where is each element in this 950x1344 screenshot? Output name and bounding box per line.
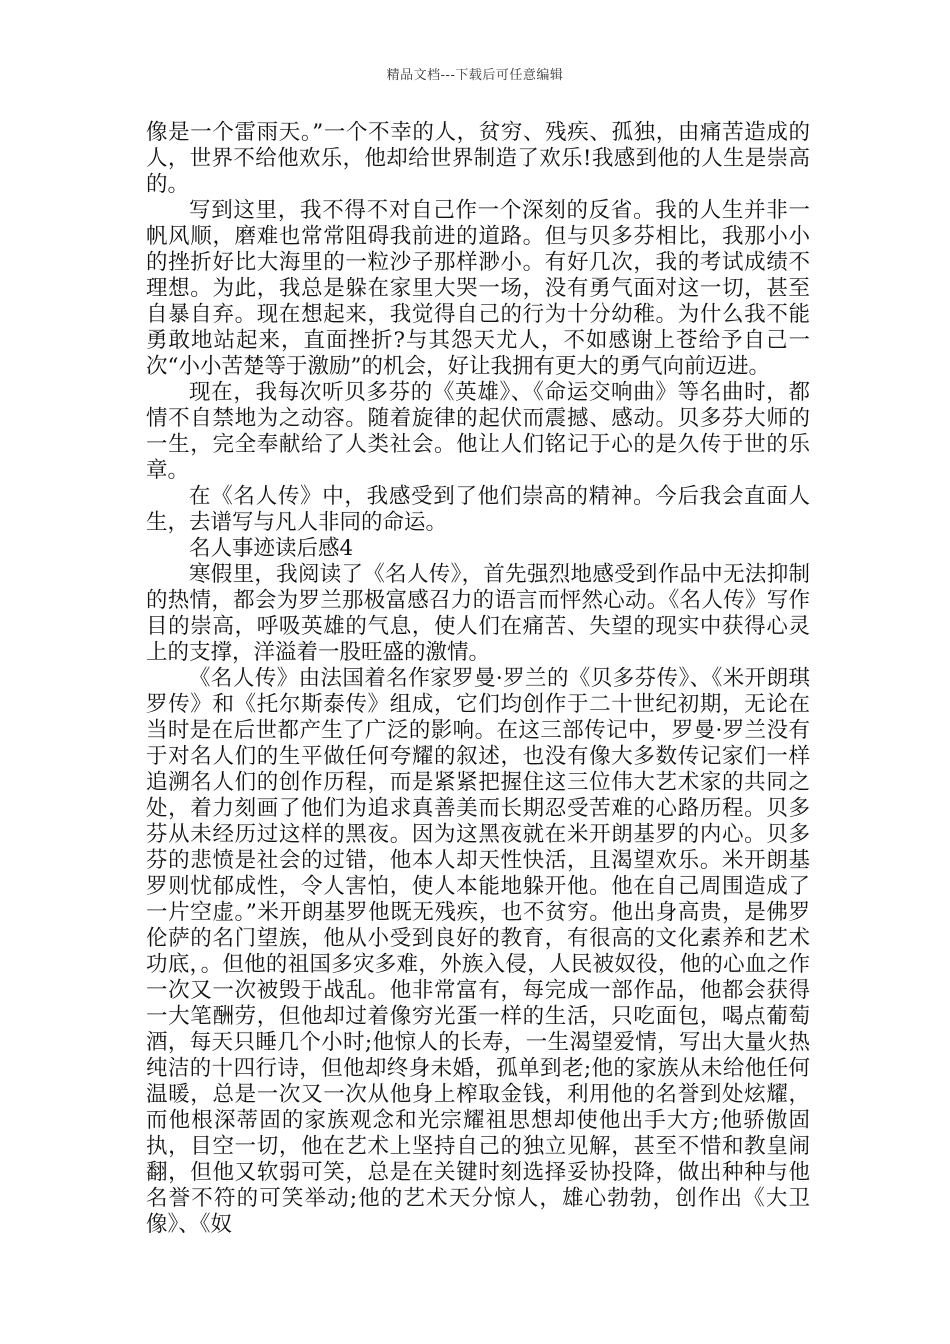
paragraph: 写到这里，我不得不对自己作一个深刻的反省。我的人生并非一帆风顺，磨难也常常阻碍我前进的道路。但与贝多芬相比，我那小小的挫折好比大海里的一粒沙子那样渺小。有好几次，我的考试成绩不理想。为此，我总是躲在家里大哭一场，没有勇气面对这一切，甚至自暴自弃。现在想起来，我觉得自己的行为十分幼稚。为什么我不能勇敢地站起来，直面挫折?与其怨天尤人，不如感谢上苍给予自己一次“小小苦楚等于激励”的机会，好让我拥有更大的勇气向前迈进。 xyxy=(146,198,810,379)
document-body xyxy=(146,120,810,1238)
paragraph: 寒假里，我阅读了《名人传》，首先强烈地感受到作品中无法抑制的热情，都会为罗兰那极富感召力的语言而怦然心动。《名人传》写作目的崇高，呼吸英雄的气息，使人们在痛苦、失望的现实中获得心灵上的支撑，洋溢着一股旺盛的激情。 xyxy=(146,562,810,665)
paragraph: 现在，我每次听贝多芬的《英雄》、《命运交响曲》等名曲时，都情不自禁地为之动容。随着旋律的起伏而震撼、感动。贝多芬大师的一生，完全奉献给了人类社会。他让人们铭记于心的是久传于世的乐章。 xyxy=(146,380,810,483)
page-header: 精品文档---下载后可任意编辑 xyxy=(386,68,564,83)
paragraph: 在《名人传》中，我感受到了他们崇高的精神。今后我会直面人生，去谱写与凡人非同的命运。 xyxy=(146,484,810,535)
section-title: 名人事迹读后感4 xyxy=(189,536,354,561)
paragraph-continuation: 像是一个雷雨天。”一个不幸的人，贫穷、残疾、孤独，由痛苦造成的人，世界不给他欢乐，他却给世界制造了欢乐!我感到他的人生是崇高的。 xyxy=(146,120,810,197)
paragraph: 《名人传》由法国着名作家罗曼·罗兰的《贝多芬传》、《米开朗琪罗传》和《托尔斯泰传》组成，它们均创作于二十世纪初期，无论在当时是在后世都产生了广泛的影响。在这三部传记中，罗曼·罗兰没有于对名人们的生平做任何夸耀的叙述，也没有像大多数传记家们一样追溯名人们的创作历程，而是紧紧把握住这三位伟大艺术家的共同之处，着力刻画了他们为追求真善美而长期忍受苦难的心路历程。贝多芬从未经历过这样的黑夜。因为这黑夜就在米开朗基罗的内心。贝多芬的悲愤是社会的过错，他本人却天性快活，且渴望欢乐。米开朗基罗则忧郁成性，令人害怕，使人本能地躲开他。他在自己周围造成了一片空虚。”米开朗基罗他既无残疾，也不贫穷。他出身高贵，是佛罗伦萨的名门望族，他从小受到良好的教育，有很高的文化素养和艺术功底，。但他的祖国多灾多难，外族入侵，人民被奴役，他的心血之作一次又一次被毁于战乱。他非常富有，每完成一部作品，他都会获得一大笔酬劳，但他却过着像穷光蛋一样的生活，只吃面包，喝点葡萄酒，每天只睡几个小时;他惊人的长寿，一生渴望爱情，写出大量火热纯洁的十四行诗，但他却终身未婚，孤单到老;他的家族从未给他任何温暖，总是一次又一次从他身上榨取金钱，利用他的名誉到处炫耀，而他根深蒂固的家族观念和光宗耀祖思想却使他出手大方;他骄傲固执，目空一切，他在艺术上坚持自己的独立见解，甚至不惜和教皇闹翻，但他又软弱可笑，总是在关键时刻选择妥协投降，做出种种与他名誉不符的可笑举动;他的艺术天分惊人，雄心勃勃，创作出《大卫像》、《奴 xyxy=(146,666,810,1237)
